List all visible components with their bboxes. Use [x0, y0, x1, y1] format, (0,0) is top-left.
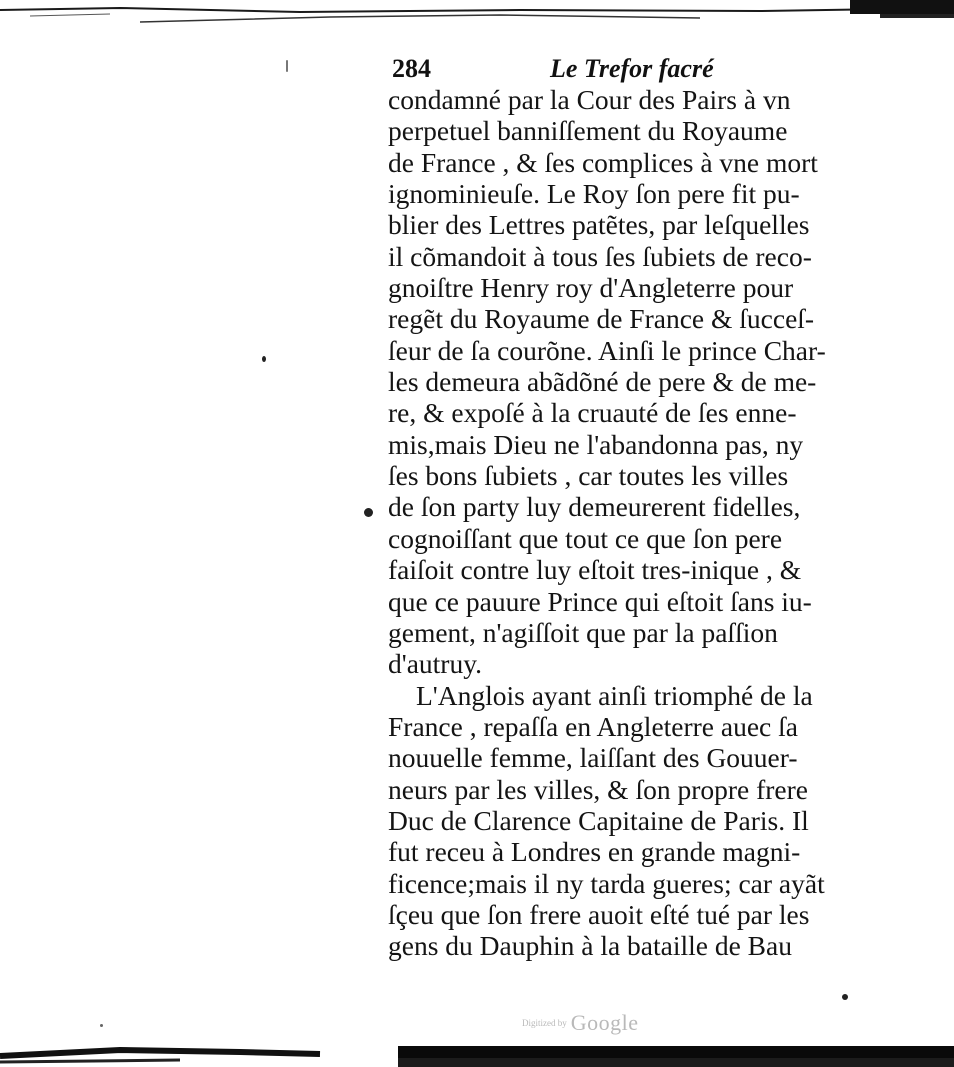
text-line: blier des Lettres patẽtes, par leſquelles: [388, 209, 810, 241]
text-line: gens du Dauphin à la bataille de Bau: [388, 930, 792, 962]
text-line: ficence;mais il ny tarda gueres; car ayãt: [388, 867, 825, 899]
text-line: d'autruy.: [388, 648, 483, 680]
running-title: Le Trefor facré: [550, 54, 714, 83]
page-header: [392, 52, 732, 88]
page-number: 284: [392, 54, 431, 83]
text-line: mis,mais Dieu ne l'abandonna pas, ny: [388, 428, 804, 460]
text-line: faiſoit contre luy eſtoit tres-inique , &: [388, 554, 802, 586]
ink-speck: [364, 508, 373, 517]
text-line: Duc de Clarence Capitaine de Paris. Il: [388, 804, 809, 836]
text-line: ſçeu que ſon frere auoit eſté tué par les: [388, 898, 810, 930]
google-logo: Google: [570, 1010, 639, 1035]
text-line: cognoiſſant que tout ce que ſon pere: [388, 522, 783, 554]
text-line: ſes bons ſubiets , car toutes les villes: [388, 460, 789, 492]
text-line: perpetuel banniſſement du Royaume: [388, 115, 788, 147]
text-line: ſeur de ſa courõne. Ainſi le prince Char-: [388, 334, 826, 366]
text-line: regẽt du Royaume de France & ſucceſ-: [388, 303, 815, 335]
text-line: que ce pauure Prince qui eſtoit ſans iu-: [388, 585, 812, 617]
ink-speck: [842, 994, 848, 1000]
text-line: France , repaſſa en Angleterre auec ſa: [388, 710, 798, 742]
ink-speck: [286, 60, 288, 72]
text-line: de ſon party luy demeurerent fidelles,: [388, 491, 801, 523]
paragraph-start-line: L'Anglois ayant ainſi triomphé de la: [416, 679, 813, 711]
watermark-prefix: Digitized by: [522, 1018, 567, 1028]
text-line: ignominieuſe. Le Roy ſon pere fit pu-: [388, 178, 800, 210]
text-line: les demeura abãdõné de pere & de me-: [388, 366, 817, 398]
text-line: re, & expoſé à la cruauté de ſes enne-: [388, 397, 797, 429]
text-line: fut receu à Londres en grande magni-: [388, 836, 801, 868]
ink-speck: [262, 356, 266, 362]
text-line: gnoiſtre Henry roy d'Angleterre pour: [388, 272, 794, 304]
text-line: condamné par la Cour des Pairs à vn: [388, 84, 791, 115]
body-text: [388, 84, 858, 962]
text-line: neurs par les villes, & ſon propre frere: [388, 773, 808, 805]
text-line: il cõmandoit à tous ſes ſubiets de reco-: [388, 240, 812, 272]
top-scan-edge: [0, 0, 954, 30]
text-line: gement, n'agiſſoit que par la paſſion: [388, 616, 778, 648]
text-line: nouuelle femme, laiſſant des Gouuer-: [388, 742, 798, 774]
ink-speck: [100, 1024, 103, 1027]
bottom-scan-edge: [0, 1030, 954, 1067]
text-line: de France , & ſes complices à vne mort: [388, 146, 818, 178]
